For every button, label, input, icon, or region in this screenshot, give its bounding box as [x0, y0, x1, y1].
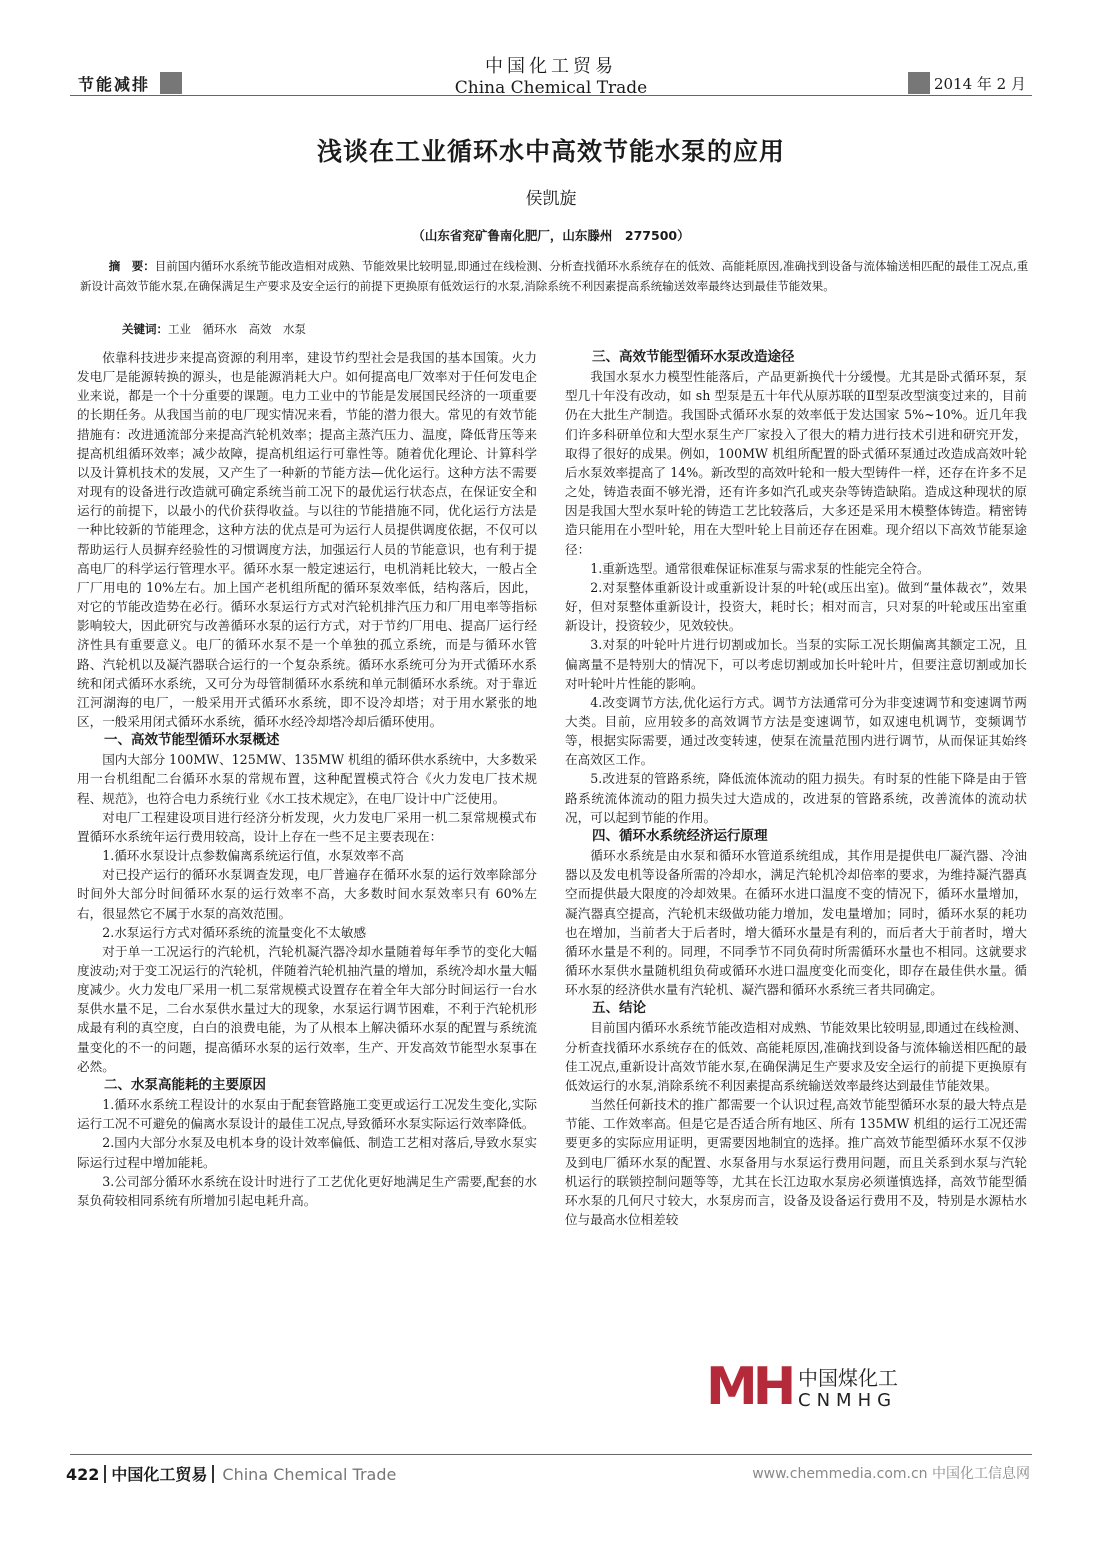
watermark-text-en: CNMHG	[798, 1390, 898, 1411]
keywords-label: 关键词：	[122, 322, 168, 336]
page-number: 422	[66, 1465, 100, 1484]
paragraph: 对于单一工况运行的汽轮机，汽轮机凝汽器冷却水量随着每年季节的变化大幅度波动;对于变工况运行的汽轮机，伴随着汽轮机抽汽量的增加，系统冷却水量大幅度减少。火力发电厂采用一机二泵常规模式设置存在着全年大部分时间运行一台水泵供水量不足，二台水泵供水量过大的现象，水泵运行调节困难，不利于汽轮机形成最有利的真空度，白白的浪费电能，为了从根本上解决循环水泵的配置与系统流量变化的不一的问题，提高循环水泵的运行效率，生产、开发高效节能型水泵事在必然。	[77, 943, 537, 1074]
header-rule	[70, 95, 1032, 96]
paragraph: 1.循环水泵设计点参数偏离系统运行值，水泵效率不高	[102, 848, 404, 864]
keywords-text: 工业 循环水 高效 水泵	[168, 322, 306, 336]
paragraph: 目前国内循环水系统节能改造相对成熟、节能效果比较明显,即通过在线检测、分析查找循环水系统存在的低效、高能耗原因,准确找到设备与流体输送相匹配的最佳工况点,重新设计高效节能水泵,在确保满足生产要求及安全运行的前提下更换原有低效运行的水泵,消除系统不利因素提高系统输送效率最终达到最佳节能效果。	[565, 1020, 1027, 1093]
paragraph: 国内大部分 100MW、125MW、135MW 机组的循环供水系统中，大多数采用一台机组配二台循环水泵的常规布置，这种配置模式符合《火力发电厂技术规程、规范》，也符合电力系统行业《水工技术规定》，在电厂设计中广泛使用。	[77, 752, 537, 806]
watermark-mark: MH	[706, 1357, 792, 1417]
abstract-text: 目前国内循环水系统节能改造相对成熟、节能效果比较明显,即通过在线检测、分析查找循环水系统存在的低效、高能耗原因,准确找到设备与流体输送相匹配的最佳工况点,重新设计高效节能水泵,在确保满足生产要求及安全运行的前提下更换原有低效运行的水泵,消除系统不利因素提高系统输送效率最终达到最佳节能效果。	[80, 259, 1029, 293]
issue-date: 2014 年 2 月	[933, 75, 1026, 93]
footer-site: www.chemmedia.com.cn 中国化工信息网	[752, 1466, 1030, 1482]
author-affiliation: （山东省兖矿鲁南化肥厂，山东滕州 277500）	[412, 228, 690, 243]
body-column-right	[565, 348, 1027, 1229]
paragraph: 1.重新选型。通常很难保证标准泵与需求泵的性能完全符合。	[590, 560, 930, 576]
article-author: 侯凯旋	[525, 189, 577, 209]
paragraph: 对电厂工程建设项目进行经济分析发现，火力发电厂采用一机二泵常规模式布置循环水系统年运行费用较高，设计上存在一些不足主要表现在：	[77, 809, 537, 844]
section-heading-5: 五、结论	[592, 1000, 646, 1017]
footer-journal-cn: 中国化工贸易	[111, 1465, 208, 1484]
paragraph: 循环水系统是由水泵和循环水管道系统组成，其作用是提供电厂凝汽器、冷油器以及发电机等设备所需的冷却水，满足汽轮机冷却倍率的要求，为维持凝汽器真空而提供最大限度的冷却效果。在循环水进口温度不变的情况下，循环水量增加，凝汽器真空提高，汽轮机末级做功能力增加，发电量增加；同时，循环水泵的耗功也在增加，当前者大于后者时，增大循环水量是有利的，而后者大于前者时，增大循环水量是不利的。同理，不同季节不同负荷时所需循环水量也不相同。这就要求循环水泵供水量随机组负荷或循环水进口温度变化而变化，即存在最佳供水量。循环水泵的经济供水量有汽轮机、凝汽器和循环水系统三者共同确定。	[565, 848, 1027, 998]
date-tab-bar	[908, 72, 930, 94]
paragraph: 5.改进泵的管路系统，降低流体流动的阻力损失。有时泵的性能下降是由于管路系统流体流动的阻力损失过大造成的，改进泵的管路系统，改善流体的流动状况，可以起到节能的作用。	[565, 771, 1027, 825]
footer-left	[66, 1462, 396, 1485]
journal-name-en: China Chemical Trade	[454, 78, 648, 98]
abstract-label: 摘 要：	[108, 259, 155, 273]
paragraph: 3.公司部分循环水系统在设计时进行了工艺优化更好地满足生产需要,配套的水泵负荷较相同系统有所增加引起电耗升高。	[77, 1173, 537, 1208]
paragraph: 2.国内大部分水泵及电机本身的设计效率偏低、制造工艺相对落后,导致水泵实际运行过程中增加能耗。	[77, 1135, 537, 1170]
section-heading-3: 三、高效节能型循环水泵改造途径	[592, 349, 795, 365]
section-heading-1: 一、高效节能型循环水泵概述	[104, 732, 280, 749]
section-heading-4: 四、循环水系统经济运行原理	[592, 827, 768, 844]
body-column-left	[77, 348, 537, 1210]
issue-date-tab	[908, 72, 1032, 94]
paragraph: 2.水泵运行方式对循环系统的流量变化不太敏感	[102, 924, 367, 940]
paragraph: 3.对泵的叶轮叶片进行切割或加长。当泵的实际工况长期偏离其额定工况，且偏离量不是特别大的情况下，可以考虑切割或加长叶轮叶片，但要注意切割或加长对叶轮叶片性能的影响。	[565, 637, 1027, 691]
section-heading-2: 二、水泵高能耗的主要原因	[104, 1076, 266, 1093]
watermark-text-cn: 中国煤化工	[798, 1366, 898, 1390]
footer-divider	[212, 1465, 214, 1483]
footer-journal-en: China Chemical Trade	[222, 1465, 397, 1484]
watermark-logo	[700, 1356, 908, 1420]
journal-name-cn: 中国化工贸易	[485, 56, 617, 77]
footer-rule	[70, 1454, 1032, 1455]
paragraph: 1.循环水系统工程设计的水泵由于配套管路施工变更或运行工况发生变化,实际运行工况不可避免的偏离水泵设计的最佳工况点,导致循环水泵实际运行效率降低。	[77, 1097, 537, 1132]
paragraph: 当然任何新技术的推广都需要一个认识过程,高效节能型循环水泵的最大特点是节能、工作效率高。但是它是否适合所有地区、所有 135MW 机组的运行工况还需要更多的实际应用证明，更需要因地制宜的选择。推广高效节能型循环水泵不仅涉及到电厂循环水泵的配置、水泵备用与水泵运行费用问题，而且关系到水泵与汽轮机运行的联锁控制问题等等，尤其在长江边取水泵房必须谨慎选择，高效节能型循环水泵的几何尺寸较大，水泵房而言，设备及设备运行费用不及，特别是水源枯水位与最高水位相差较	[565, 1097, 1027, 1228]
section-label: 节能减排	[78, 75, 151, 94]
paragraph: 2.对泵整体重新设计或重新设计泵的叶轮(或压出室)。做到“量体裁衣”，效果好，但对泵整体重新设计，投资大，耗时长；相对而言，只对泵的叶轮或压出室重新设计，投资较少，见效较快。	[565, 579, 1027, 634]
footer-divider	[104, 1465, 106, 1483]
keywords	[122, 321, 306, 337]
article-title: 浅谈在工业循环水中高效节能水泵的应用	[316, 137, 785, 166]
abstract	[80, 256, 1030, 296]
paragraph: 我国水泵水力模型性能落后，产品更新换代十分缓慢。尤其是卧式循环泵，泵型几十年没有改动，如 sh 型泵是五十年代从原苏联的Ⅱ型泵改型演变过来的，目前仍在大批生产制造。我国卧式循环水泵的效率低于发达国家 5%~10%。近几年我们许多科研单位和大型水泵生产厂家投入了很大的精力进行技术引进和研究开发，取得了很好的成果。例如，100MW 机组所配置的卧式循环泵通过改造成高效叶轮后水泵效率提高了 14%。新改型的高效叶轮和一般大型铸件一样，还存在许多不足之处，铸造表面不够光滑，还有许多如汽孔或夹杂等铸造缺陷。造成这种现状的原因是我国大型水泵叶轮的铸造工艺比较落后，大多还是采用木模整体铸造。精密铸造只能用在小型叶轮，用在大型叶轮上目前还存在困难。现介绍以下高效节能泵途径：	[565, 369, 1027, 557]
paragraph: 4.改变调节方法,优化运行方式。调节方法通常可分为非变速调节和变速调节两大类。目前，应用较多的高效调节方法是变速调节，如双速电机调节，变频调节等，根据实际需要，通过改变转速，使泵在流量范围内进行调节，从而保证其始终在高效区工作。	[565, 694, 1027, 768]
paragraph: 依靠科技进步来提高资源的利用率，建设节约型社会是我国的基本国策。火力发电厂是能源转换的源头，也是能源消耗大户。如何提高电厂效率对于任何发电企业来说，都是一个十分重要的课题。电力工业中的节能是发展国民经济的一项重要的长期任务。从我国当前的电厂现实情况来看，节能的潜力很大。常见的有效节能措施有：改进通流部分来提高汽轮机效率；提高主蒸汽压力、温度，降低背压等来提高机组循环效率；减少故障，提高机组运行可靠性等。随着优化理论、计算科学以及计算机技术的发展，又产生了一种新的节能方法—优化运行。这种方法不需要对现有的设备进行改造就可确定系统当前工况下的最优运行状态点，在保证安全和运行的前提下，以最小的代价获得收益。与以往的节能措施不同，优化运行方法是一种比较新的节能理念，这种方法的优点是可为运行人员提供调度依据，不仅可以帮助运行人员摒弃经验性的习惯调度方法，加强运行人员的节能意识，也有利于提高电厂的科学运行管理水平。循环水泵一般定速运行，电机消耗比较大，一般占全厂厂用电的 10%左右。加上国产老机组所配的循环泵效率低，结构落后，因此，对它的节能改造势在必行。循环水泵运行方式对汽轮机排汽压力和厂用电率等指标影响较大，因此研究与改善循环水泵的运行方式，对于节约厂用电、提高厂运行经济性具有重要意义。电厂的循环水泵不是一个单独的孤立系统，而是与循环水管路、汽轮机以及凝汽器联合运行的一个复杂系统。循环水系统可分为开式循环水系统和闭式循环水系统，又可分为母管制循环水系统和单元制循环水系统。对于靠近江河湖海的电厂，一般采用开式循环水系统，即不设冷却塔；对于用水紧张的地区，一般采用闭式循环水系统，循环水经冷却塔冷却后循环使用。	[77, 350, 537, 729]
paragraph: 对已投产运行的循环水泵调查发现，电厂普遍存在循环水泵的运行效率除部分时间外大部分时间循环水泵的运行效率不高，大多数时间水泵效率只有 60%左右，很显然它不属于水泵的高效范围。	[77, 867, 537, 921]
